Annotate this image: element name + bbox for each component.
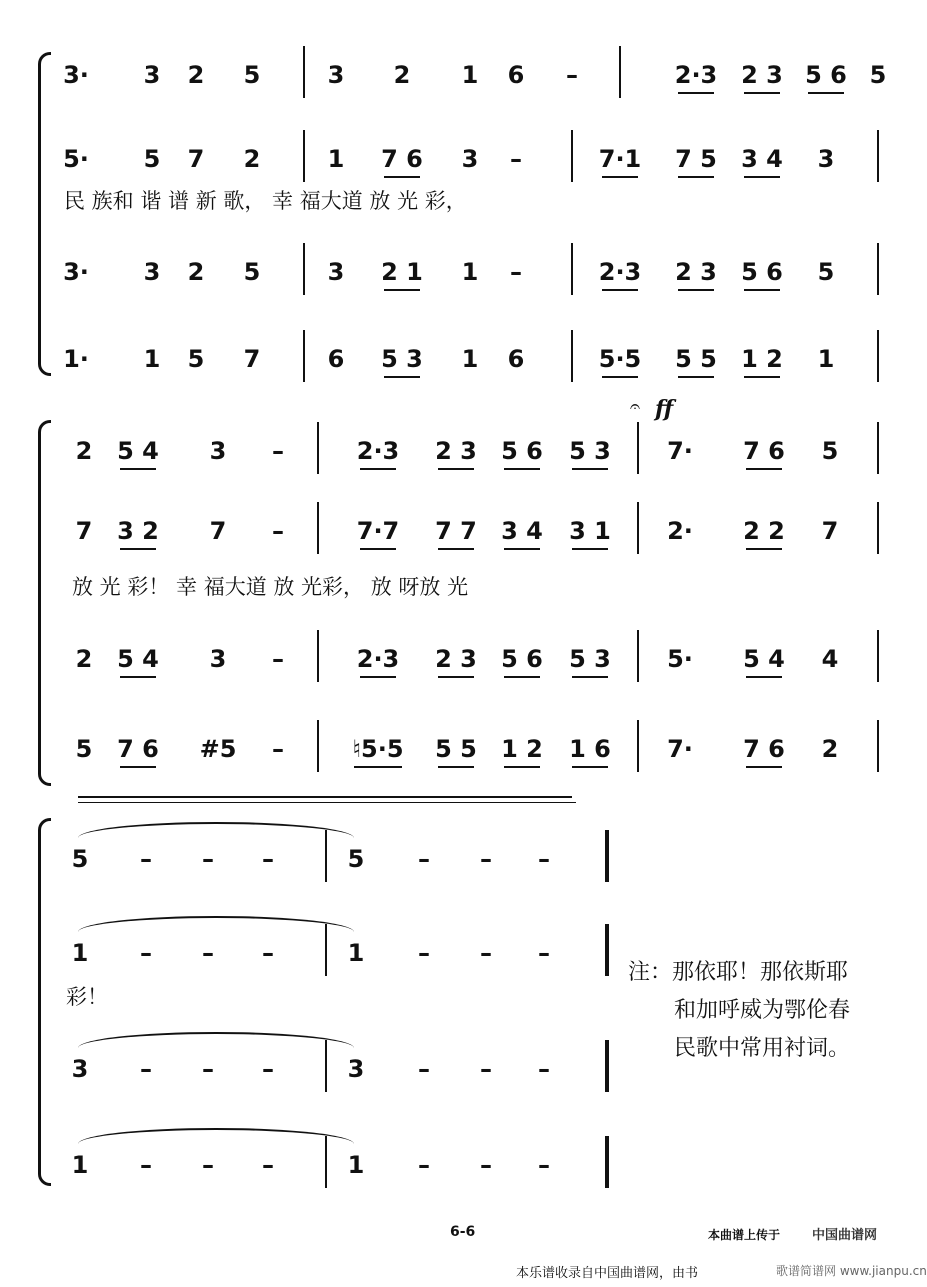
beam-underline: [746, 766, 782, 768]
note-token: 3 4: [741, 145, 783, 173]
beam-underline: [504, 766, 540, 768]
note-token: –: [538, 939, 550, 967]
note-token: –: [140, 1055, 152, 1083]
barline: [619, 46, 621, 98]
beam-underline: [438, 766, 474, 768]
barline: [637, 720, 639, 772]
note-token: –: [272, 735, 284, 763]
beam-underline: [678, 289, 714, 291]
barline: [303, 46, 305, 98]
barline: [877, 422, 879, 474]
note-token: –: [202, 939, 214, 967]
note-token: –: [538, 845, 550, 873]
beam-underline: [744, 376, 780, 378]
note-token: 7 6: [117, 735, 159, 763]
beam-underline: [120, 676, 156, 678]
beam-underline: [438, 548, 474, 550]
note-token: –: [140, 1151, 152, 1179]
note-token: 5 3: [569, 645, 611, 673]
note-token: 3: [143, 61, 161, 89]
note-token: 1: [817, 345, 835, 373]
note-token: –: [272, 517, 284, 545]
beam-underline: [354, 766, 402, 768]
note-token: 5 4: [117, 645, 159, 673]
note-token: –: [480, 845, 492, 873]
lyric-line-2: 放 光 彩！ 幸 福大道 放 光彩， 放 呀放 光: [72, 575, 469, 599]
note-token: –: [202, 1055, 214, 1083]
note-token: 5: [75, 735, 93, 763]
note-token: 1: [71, 1151, 89, 1179]
barline: [877, 330, 879, 382]
note-token: 2·3: [356, 437, 400, 465]
note-token: 5: [817, 258, 835, 286]
final-barline: [605, 1136, 609, 1188]
beam-underline: [120, 548, 156, 550]
note-token: 3: [461, 145, 479, 173]
note-token: 2·3: [356, 645, 400, 673]
beam-underline: [572, 766, 608, 768]
note-token: –: [272, 645, 284, 673]
note-token: 5·5: [598, 345, 642, 373]
barline: [637, 502, 639, 554]
note-token: 5 3: [381, 345, 423, 373]
note-token: 1: [143, 345, 161, 373]
note-token: 1 2: [741, 345, 783, 373]
barline: [877, 720, 879, 772]
note-token: –: [202, 845, 214, 873]
beam-underline: [504, 676, 540, 678]
beam-underline: [572, 548, 608, 550]
note-token: –: [262, 845, 274, 873]
lyric-line-3: 彩！: [66, 985, 108, 1009]
note-token: 1: [347, 1151, 365, 1179]
note-token: 2 1: [381, 258, 423, 286]
note-token: 5: [143, 145, 161, 173]
beam-underline: [808, 92, 844, 94]
note-token: 5 6: [501, 437, 543, 465]
note-token: –: [510, 258, 522, 286]
collected-note: 本乐谱收录自中国曲谱网，由书: [516, 1266, 699, 1281]
barline: [317, 720, 319, 772]
tie-arc: [78, 1128, 354, 1144]
final-barline: [605, 830, 609, 882]
note-token: 2·3: [598, 258, 642, 286]
tie-arc: [78, 1032, 354, 1048]
beam-underline: [678, 376, 714, 378]
note-token: –: [262, 939, 274, 967]
final-barline: [605, 1040, 609, 1092]
note-token: –: [538, 1151, 550, 1179]
note-token: –: [140, 845, 152, 873]
beam-underline: [438, 468, 474, 470]
note-token: 3: [347, 1055, 365, 1083]
note-token: 1: [327, 145, 345, 173]
note-token: 3 4: [501, 517, 543, 545]
note-token: –: [272, 437, 284, 465]
barline: [317, 422, 319, 474]
note-token: 3: [71, 1055, 89, 1083]
tie-arc: [78, 822, 354, 838]
note-token: 5 6: [501, 645, 543, 673]
note-token: 5·: [63, 145, 89, 173]
barline: [877, 502, 879, 554]
barline: [637, 630, 639, 682]
note-token: 2 2: [743, 517, 785, 545]
note-token: 2: [187, 61, 205, 89]
note-token: –: [418, 939, 430, 967]
note-token: 1: [71, 939, 89, 967]
fermata-icon: 𝄐: [630, 396, 641, 417]
note-token: 5·: [667, 645, 693, 673]
system-3-rule-2: [78, 802, 576, 803]
barline: [303, 330, 305, 382]
note-token: 1·: [63, 345, 89, 373]
note-token: 1 2: [501, 735, 543, 763]
beam-underline: [602, 289, 638, 291]
barline: [877, 130, 879, 182]
note-token: 2: [393, 61, 411, 89]
note-token: 6: [507, 61, 525, 89]
beam-underline: [744, 289, 780, 291]
note-token: 3 2: [117, 517, 159, 545]
annotation-line-2: 和加呼威为鄂伦春: [674, 998, 851, 1023]
note-token: 7: [187, 145, 205, 173]
upload-label: 本曲谱上传于: [708, 1228, 781, 1242]
note-token: 5: [187, 345, 205, 373]
beam-underline: [120, 766, 156, 768]
barline: [317, 630, 319, 682]
note-token: 2: [75, 437, 93, 465]
note-token: 3 1: [569, 517, 611, 545]
note-token: 1: [461, 61, 479, 89]
note-token: 2: [243, 145, 261, 173]
note-token: #5: [199, 735, 237, 763]
note-token: 2 3: [741, 61, 783, 89]
note-token: 7 7: [435, 517, 477, 545]
beam-underline: [384, 289, 420, 291]
beam-underline: [678, 92, 714, 94]
note-token: 2·: [667, 517, 693, 545]
beam-underline: [602, 176, 638, 178]
note-token: 5: [243, 258, 261, 286]
beam-underline: [744, 92, 780, 94]
note-token: 3: [327, 258, 345, 286]
note-token: 5: [347, 845, 365, 873]
beam-underline: [572, 468, 608, 470]
note-token: 3: [209, 437, 227, 465]
barline: [303, 243, 305, 295]
note-token: ♮5·5: [352, 735, 404, 763]
beam-underline: [360, 548, 396, 550]
note-token: 7: [821, 517, 839, 545]
note-token: 1 6: [569, 735, 611, 763]
note-token: –: [480, 1151, 492, 1179]
lyric-line-1: 民 族和 谐 谱 新 歌， 幸 福大道 放 光 彩，: [64, 189, 467, 213]
note-token: 5 6: [741, 258, 783, 286]
note-token: 5 4: [117, 437, 159, 465]
barline: [637, 422, 639, 474]
note-token: 3: [327, 61, 345, 89]
beam-underline: [746, 676, 782, 678]
site-logo: 中国曲谱网: [812, 1228, 878, 1243]
note-token: 7·7: [356, 517, 400, 545]
note-token: 5: [869, 61, 887, 89]
note-token: 3·: [63, 61, 89, 89]
note-token: –: [418, 1055, 430, 1083]
note-token: 7 6: [381, 145, 423, 173]
note-token: 7 6: [743, 437, 785, 465]
barline: [571, 330, 573, 382]
note-token: –: [480, 939, 492, 967]
beam-underline: [384, 376, 420, 378]
note-token: 7 6: [743, 735, 785, 763]
note-token: 2: [75, 645, 93, 673]
note-token: 7: [209, 517, 227, 545]
note-token: –: [510, 145, 522, 173]
barline: [877, 630, 879, 682]
beam-underline: [360, 676, 396, 678]
note-token: 5: [71, 845, 89, 873]
beam-underline: [678, 176, 714, 178]
beam-underline: [572, 676, 608, 678]
beam-underline: [384, 176, 420, 178]
note-token: 5 6: [805, 61, 847, 89]
note-token: 2 3: [435, 645, 477, 673]
system-bracket-3: [38, 818, 51, 1186]
note-token: 7·: [667, 437, 693, 465]
beam-underline: [504, 548, 540, 550]
annotation-line-3: 民歌中常用衬词。: [674, 1036, 851, 1061]
note-token: 7·: [667, 735, 693, 763]
note-token: –: [140, 939, 152, 967]
note-token: 7·1: [598, 145, 642, 173]
note-token: 5 5: [675, 345, 717, 373]
note-token: 7: [243, 345, 261, 373]
note-token: 3: [209, 645, 227, 673]
beam-underline: [744, 176, 780, 178]
note-token: –: [480, 1055, 492, 1083]
barline: [303, 130, 305, 182]
beam-underline: [746, 548, 782, 550]
note-token: 2: [187, 258, 205, 286]
note-token: 1: [461, 258, 479, 286]
system-bracket-2: [38, 420, 51, 786]
note-token: –: [566, 61, 578, 89]
note-token: –: [262, 1151, 274, 1179]
system-bracket-1: [38, 52, 51, 376]
note-token: 3: [817, 145, 835, 173]
note-token: 6: [507, 345, 525, 373]
final-barline: [605, 924, 609, 976]
beam-underline: [120, 468, 156, 470]
note-token: 2 3: [435, 437, 477, 465]
note-token: 1: [347, 939, 365, 967]
beam-underline: [602, 376, 638, 378]
system-3-rule: [78, 796, 572, 798]
note-token: 5 5: [435, 735, 477, 763]
barline: [571, 243, 573, 295]
watermark: 歌谱简谱网 www.jianpu.cn: [776, 1264, 927, 1278]
barline: [877, 243, 879, 295]
note-token: 2 3: [675, 258, 717, 286]
barline: [571, 130, 573, 182]
note-token: 4: [821, 645, 839, 673]
note-token: 5: [821, 437, 839, 465]
note-token: 6: [327, 345, 345, 373]
note-token: 7 5: [675, 145, 717, 173]
note-token: 2: [821, 735, 839, 763]
beam-underline: [746, 468, 782, 470]
dynamic-marking: ff: [655, 396, 674, 422]
note-token: 5 4: [743, 645, 785, 673]
note-token: –: [418, 1151, 430, 1179]
note-token: 1: [461, 345, 479, 373]
note-token: –: [418, 845, 430, 873]
note-token: 3: [143, 258, 161, 286]
beam-underline: [360, 468, 396, 470]
page-number: 6-6: [450, 1224, 476, 1240]
beam-underline: [504, 468, 540, 470]
note-token: –: [202, 1151, 214, 1179]
note-token: 2·3: [674, 61, 718, 89]
note-token: 5 3: [569, 437, 611, 465]
note-token: 5: [243, 61, 261, 89]
note-token: 7: [75, 517, 93, 545]
annotation-line-1: 注：那依耶！那依斯耶: [628, 960, 849, 985]
note-token: 3·: [63, 258, 89, 286]
tie-arc: [78, 916, 354, 932]
note-token: –: [538, 1055, 550, 1083]
note-token: –: [262, 1055, 274, 1083]
barline: [317, 502, 319, 554]
beam-underline: [438, 676, 474, 678]
